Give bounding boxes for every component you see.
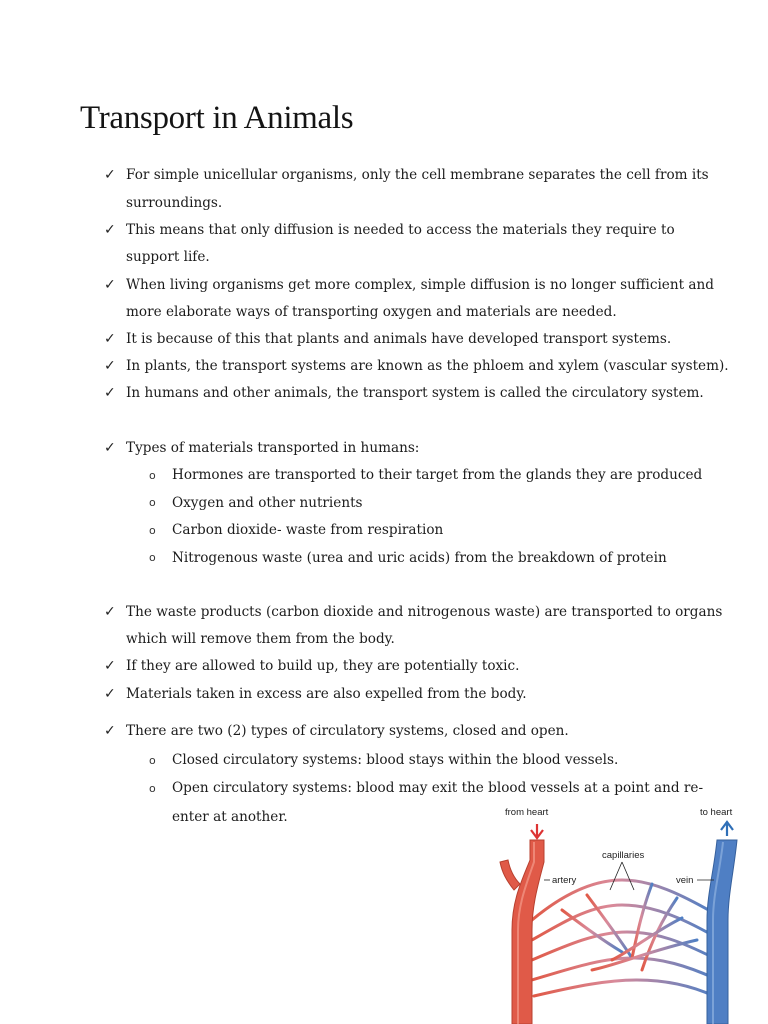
artery-label: artery bbox=[552, 875, 577, 886]
paragraph-line: In humans and other animals, the transport system is called the circulatory system. bbox=[126, 385, 704, 401]
list-item: Carbon dioxide- waste from respiration bbox=[172, 522, 444, 538]
paragraph-line: Types of materials transported in humans: bbox=[126, 440, 420, 456]
vein-vessel bbox=[707, 840, 737, 1024]
paragraph-line: It is because of this that plants and animals have developed transport systems. bbox=[126, 331, 672, 347]
capillary-bed-illustration bbox=[492, 800, 768, 1024]
check-icon: ✓ bbox=[104, 277, 116, 293]
list-item: Nitrogenous waste (urea and uric acids) from the breakdown of protein bbox=[172, 550, 667, 566]
circle-bullet-icon: o bbox=[149, 782, 156, 795]
circle-bullet-icon: o bbox=[149, 754, 156, 767]
paragraph-line: In plants, the transport systems are known as the phloem and xylem (vascular system). bbox=[126, 358, 729, 374]
circle-bullet-icon: o bbox=[149, 469, 156, 482]
capillaries-leader-line bbox=[622, 862, 634, 890]
circle-bullet-icon: o bbox=[149, 551, 156, 564]
paragraph-line: This means that only diffusion is needed to access the materials they require to bbox=[126, 222, 675, 238]
check-icon: ✓ bbox=[104, 385, 116, 401]
paragraph-line: more elaborate ways of transporting oxygen and materials are needed. bbox=[126, 304, 617, 320]
page-title: Transport in Animals bbox=[80, 100, 354, 136]
paragraph-line: When living organisms get more complex, simple diffusion is no longer sufficient and bbox=[126, 277, 714, 293]
paragraph-line: which will remove them from the body. bbox=[126, 631, 395, 647]
vein-label: vein bbox=[676, 875, 694, 886]
paragraph-line: There are two (2) types of circulatory systems, closed and open. bbox=[126, 723, 569, 739]
to-heart-label: to heart bbox=[700, 807, 733, 818]
capillary-network bbox=[532, 880, 714, 996]
capillaries-leader-line bbox=[610, 862, 622, 890]
check-icon: ✓ bbox=[104, 167, 116, 183]
paragraph-line: surroundings. bbox=[126, 195, 223, 211]
paragraph-line: If they are allowed to build up, they are potentially toxic. bbox=[126, 658, 520, 674]
circulation-diagram bbox=[492, 800, 768, 1024]
list-item: Oxygen and other nutrients bbox=[172, 495, 363, 511]
check-icon: ✓ bbox=[104, 358, 116, 374]
list-item: Hormones are transported to their target from the glands they are produced bbox=[172, 467, 703, 483]
circle-bullet-icon: o bbox=[149, 496, 156, 509]
paragraph-line: support life. bbox=[126, 249, 210, 265]
check-icon: ✓ bbox=[104, 222, 116, 238]
check-icon: ✓ bbox=[104, 686, 116, 702]
paragraph-line: Materials taken in excess are also expelled from the body. bbox=[126, 686, 527, 702]
list-item: enter at another. bbox=[172, 809, 288, 825]
check-icon: ✓ bbox=[104, 723, 116, 739]
from-heart-label: from heart bbox=[505, 807, 549, 818]
up-arrow-icon bbox=[721, 822, 733, 836]
check-icon: ✓ bbox=[104, 331, 116, 347]
list-item: Closed circulatory systems: blood stays within the blood vessels. bbox=[172, 752, 619, 768]
paragraph-line: The waste products (carbon dioxide and nitrogenous waste) are transported to organs bbox=[126, 604, 723, 620]
check-icon: ✓ bbox=[104, 658, 116, 674]
down-arrow-icon bbox=[531, 824, 543, 838]
check-icon: ✓ bbox=[104, 440, 116, 456]
circle-bullet-icon: o bbox=[149, 524, 156, 537]
paragraph-line: For simple unicellular organisms, only the cell membrane separates the cell from its bbox=[126, 167, 709, 183]
list-item: Open circulatory systems: blood may exit the blood vessels at a point and re- bbox=[172, 780, 704, 796]
capillaries-label: capillaries bbox=[602, 850, 645, 861]
check-icon: ✓ bbox=[104, 604, 116, 620]
